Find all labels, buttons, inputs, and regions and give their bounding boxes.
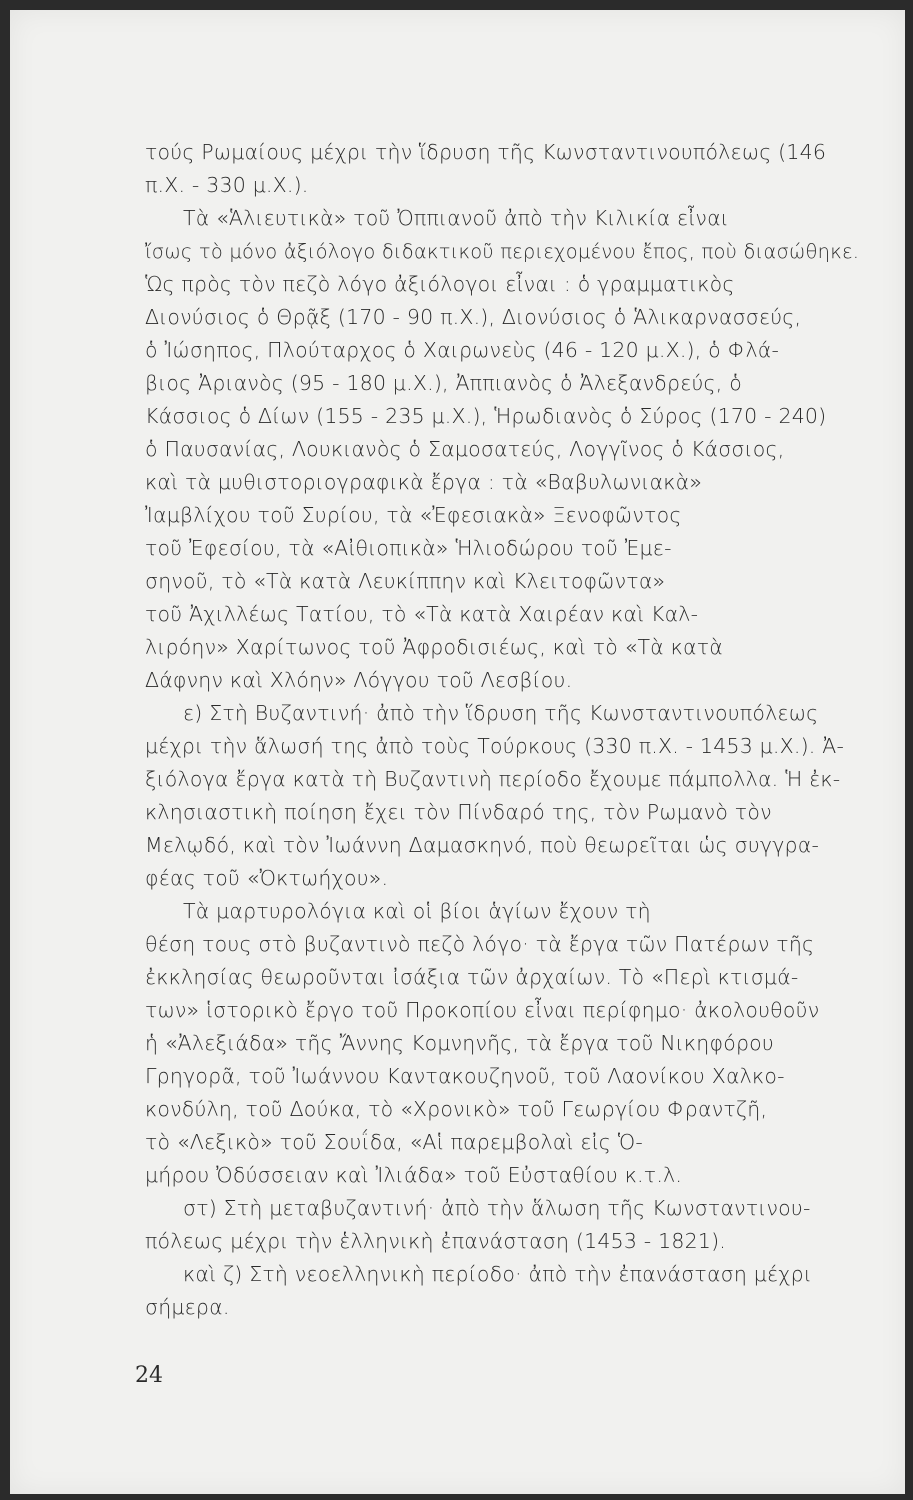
- text-line: ε) Στὴ Βυζαντινή· ἀπὸ τὴν ἵδρυση τῆς Κωνσταντινουπόλεως: [183, 701, 819, 725]
- body-text: [145, 136, 863, 1324]
- page-number: 24: [135, 1363, 163, 1388]
- text-line: κλησιαστικὴ ποίηση ἔχει τὸν Πίνδαρό της, τὸν Ρωμανὸ τὸν: [145, 800, 772, 824]
- text-line: π.Χ. - 330 μ.Χ.).: [145, 173, 309, 197]
- text-line: θέση τους στὸ βυζαντινὸ πεζὸ λόγο· τὰ ἔργα τῶν Πατέρων τῆς: [145, 932, 815, 956]
- text-line: ὁ Παυσανίας, Λουκιανὸς ὁ Σαμοσατεύς, Λογγῖνος ὁ Κάσσιος,: [145, 437, 785, 461]
- text-line: Ἰαμβλίχου τοῦ Συρίου, τὰ «Ἐφεσιακὰ» Ξενοφῶντος: [145, 503, 682, 527]
- text-line: μήρου Ὀδύσσειαν καὶ Ἰλιάδα» τοῦ Εὐσταθίου κ.τ.λ.: [145, 1163, 683, 1187]
- text-line: Μελῳδό, καὶ τὸν Ἰωάννη Δαμασκηνό, ποὺ θεωρεῖται ὡς συγγρα-: [145, 833, 820, 857]
- text-line: στ) Στὴ μεταβυζαντινή· ἀπὸ τὴν ἅλωση τῆς Κωνσταντινου-: [183, 1196, 811, 1220]
- text-line: σηνοῦ, τὸ «Τὰ κατὰ Λευκίππην καὶ Κλειτοφῶντα»: [145, 569, 666, 593]
- text-line: ὁ Ἰώσηπος, Πλούταρχος ὁ Χαιρωνεὺς (46 - 120 μ.Χ.), ὁ Φλά-: [145, 338, 780, 362]
- text-line: Κάσσιος ὁ Δίων (155 - 235 μ.Χ.), Ἡρωδιανὸς ὁ Σύρος (170 - 240): [145, 404, 827, 428]
- text-line: τοῦ Ἀχιλλέως Τατίου, τὸ «Τὰ κατὰ Χαιρέαν καὶ Καλ-: [145, 602, 699, 626]
- text-line: ἐκκλησίας θεωροῦνται ἰσάξια τῶν ἀρχαίων. Τὸ «Περὶ κτισμά-: [145, 965, 799, 989]
- text-line: καὶ τὰ μυθιστοριογραφικὰ ἔργα : τὰ «Βαβυλωνιακὰ»: [145, 470, 703, 494]
- text-line: φέας τοῦ «Ὀκτωήχου».: [145, 866, 389, 890]
- text-line: ἡ «Ἀλεξιάδα» τῆς Ἄννης Κομνηνῆς, τὰ ἔργα τοῦ Νικηφόρου: [145, 1031, 774, 1055]
- text-line: Γρηγορᾶ, τοῦ Ἰωάννου Καντακουζηνοῦ, τοῦ Λαονίκου Χαλκο-: [145, 1064, 785, 1088]
- text-line: κονδύλη, τοῦ Δούκα, τὸ «Χρονικὸ» τοῦ Γεωργίου Φραντζῆ,: [145, 1097, 768, 1121]
- text-line: Δάφνην καὶ Χλόην» Λόγγου τοῦ Λεσβίου.: [145, 668, 573, 692]
- text-line: λιρόην» Χαρίτωνος τοῦ Ἀφροδισιέως, καὶ τὸ «Τὰ κατὰ: [145, 635, 723, 659]
- text-line: Τὰ «Ἁλιευτικὰ» τοῦ Ὀππιανοῦ ἀπὸ τὴν Κιλικία εἶναι: [183, 206, 729, 230]
- text-line: Τὰ μαρτυρολόγια καὶ οἱ βίοι ἁγίων ἔχουν τὴ: [183, 899, 651, 923]
- text-line: πόλεως μέχρι τὴν ἑλληνικὴ ἐπανάσταση (1453 - 1821).: [145, 1229, 726, 1253]
- text-line: σήμερα.: [145, 1295, 230, 1319]
- book-page: [10, 10, 905, 1494]
- text-line: μέχρι τὴν ἅλωσή της ἀπὸ τοὺς Τούρκους (330 π.Χ. - 1453 μ.Χ.). Ἀ-: [145, 734, 845, 758]
- text-line: Ὡς πρὸς τὸν πεζὸ λόγο ἀξιόλογοι εἶναι : ὁ γραμματικὸς: [145, 272, 735, 296]
- text-line: των» ἱστορικὸ ἔργο τοῦ Προκοπίου εἶναι περίφημο· ἀκολουθοῦν: [145, 998, 820, 1022]
- text-line: τοῦ Ἐφεσίου, τὰ «Αἰθιοπικὰ» Ἡλιοδώρου τοῦ Ἐμε-: [145, 536, 672, 560]
- text-line: ξιόλογα ἔργα κατὰ τὴ Βυζαντινὴ περίοδο ἔχουμε πάμπολλα. Ἡ ἐκ-: [145, 767, 841, 791]
- text-line: Διονύσιος ὁ Θρᾷξ (170 - 90 π.Χ.), Διονύσιος ὁ Ἁλικαρνασσεύς,: [145, 305, 802, 329]
- text-line: τὸ «Λεξικὸ» τοῦ Σουΐδα, «Αἱ παρεμβολαὶ εἰς Ὁ-: [145, 1130, 643, 1154]
- text-line: ἴσως τὸ μόνο ἀξιόλογο διδακτικοῦ περιεχομένου ἔπος, ποὺ διασώθηκε.: [145, 240, 860, 263]
- text-line: βιος Ἀριανὸς (95 - 180 μ.Χ.), Ἀππιανὸς ὁ Ἀλεξανδρεύς, ὁ: [145, 371, 742, 395]
- text-line: καὶ ζ) Στὴ νεοελληνικὴ περίοδο· ἀπὸ τὴν ἐπανάσταση μέχρι: [183, 1262, 812, 1286]
- text-line: τούς Ρωμαίους μέχρι τὴν ἵδρυση τῆς Κωνσταντινουπόλεως (146: [145, 140, 827, 164]
